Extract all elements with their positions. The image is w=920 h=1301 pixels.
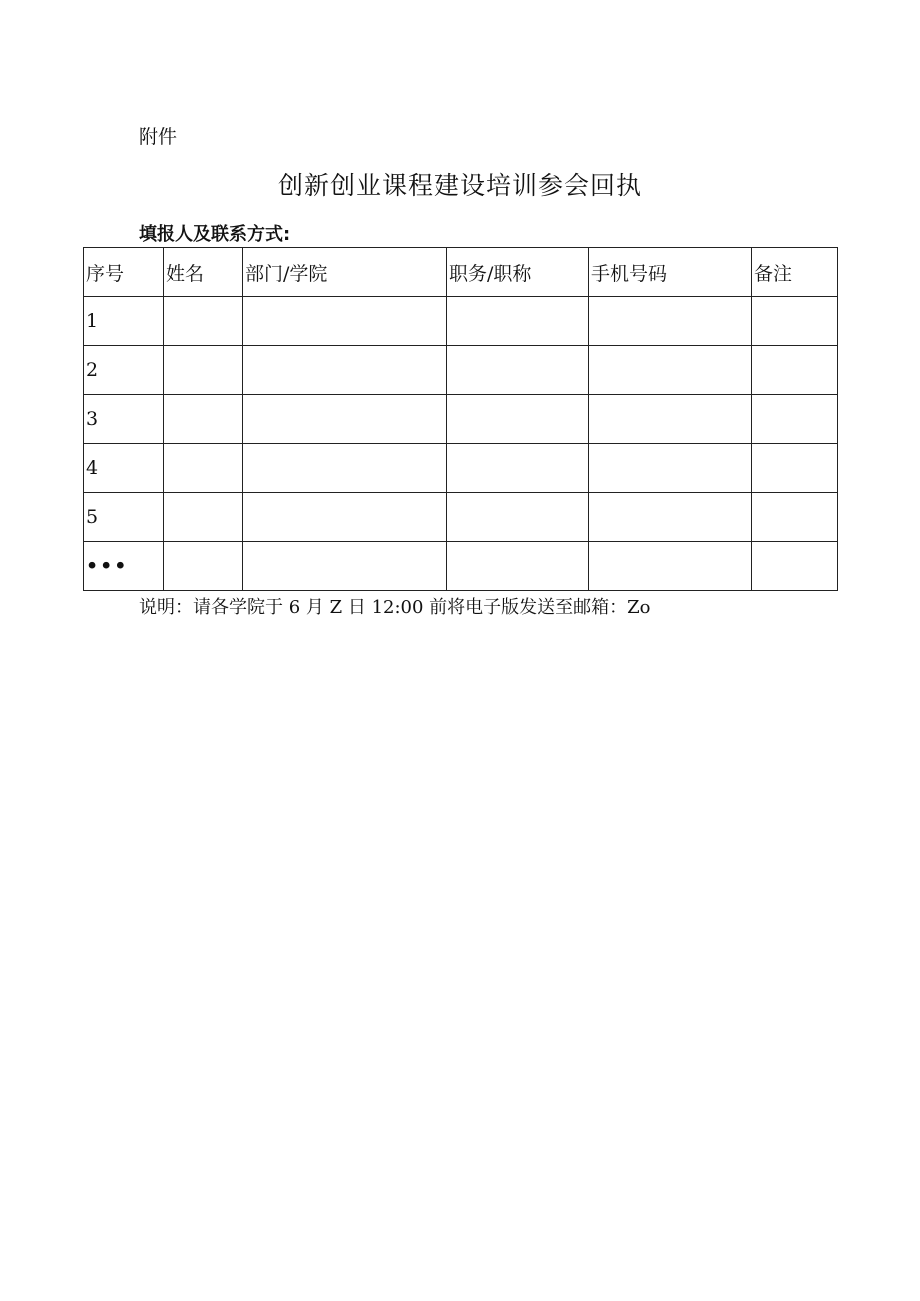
table-row <box>84 297 838 346</box>
department-cell <box>243 346 447 395</box>
position-cell <box>447 493 589 542</box>
remark-cell <box>752 297 838 346</box>
table-row <box>84 493 838 542</box>
table-row <box>84 346 838 395</box>
row-seq-cell: 2 <box>84 346 164 395</box>
header-cell-position: 职务/职称 <box>447 248 589 297</box>
row-seq-cell: 1 <box>84 297 164 346</box>
remark-cell <box>752 493 838 542</box>
name-cell <box>164 297 243 346</box>
registration-table <box>83 247 838 591</box>
department-cell <box>243 493 447 542</box>
phone-cell <box>589 493 752 542</box>
phone-cell <box>589 395 752 444</box>
row-seq-cell: 5 <box>84 493 164 542</box>
table-header-row <box>84 248 838 297</box>
row-seq-cell: 3 <box>84 395 164 444</box>
table-row <box>84 395 838 444</box>
department-cell <box>243 297 447 346</box>
header-cell-phone: 手机号码 <box>589 248 752 297</box>
name-cell <box>164 395 243 444</box>
name-cell <box>164 542 243 591</box>
name-cell <box>164 493 243 542</box>
phone-cell <box>589 297 752 346</box>
remark-cell <box>752 346 838 395</box>
name-cell <box>164 346 243 395</box>
table-row <box>84 542 838 591</box>
header-cell-name: 姓名 <box>164 248 243 297</box>
phone-cell <box>589 444 752 493</box>
table-row <box>84 444 838 493</box>
row-seq-cell: ••• <box>84 542 164 591</box>
header-cell-department: 部门/学院 <box>243 248 447 297</box>
position-cell <box>447 395 589 444</box>
position-cell <box>447 444 589 493</box>
name-cell <box>164 444 243 493</box>
attachment-label: 附件 <box>139 126 178 148</box>
department-cell <box>243 542 447 591</box>
document-title: 创新创业课程建设培训参会回执 <box>277 171 642 200</box>
filler-contact-label: 填报人及联系方式: <box>139 224 291 245</box>
remark-cell <box>752 444 838 493</box>
phone-cell <box>589 542 752 591</box>
row-seq-cell: 4 <box>84 444 164 493</box>
submission-note: 说明：请各学院于 6 月 Z 日 12:00 前将电子版发送至邮箱：Zo <box>139 597 651 618</box>
department-cell <box>243 395 447 444</box>
position-cell <box>447 346 589 395</box>
position-cell <box>447 297 589 346</box>
phone-cell <box>589 346 752 395</box>
remark-cell <box>752 395 838 444</box>
header-cell-remark: 备注 <box>752 248 838 297</box>
remark-cell <box>752 542 838 591</box>
position-cell <box>447 542 589 591</box>
header-cell-seq: 序号 <box>84 248 164 297</box>
department-cell <box>243 444 447 493</box>
